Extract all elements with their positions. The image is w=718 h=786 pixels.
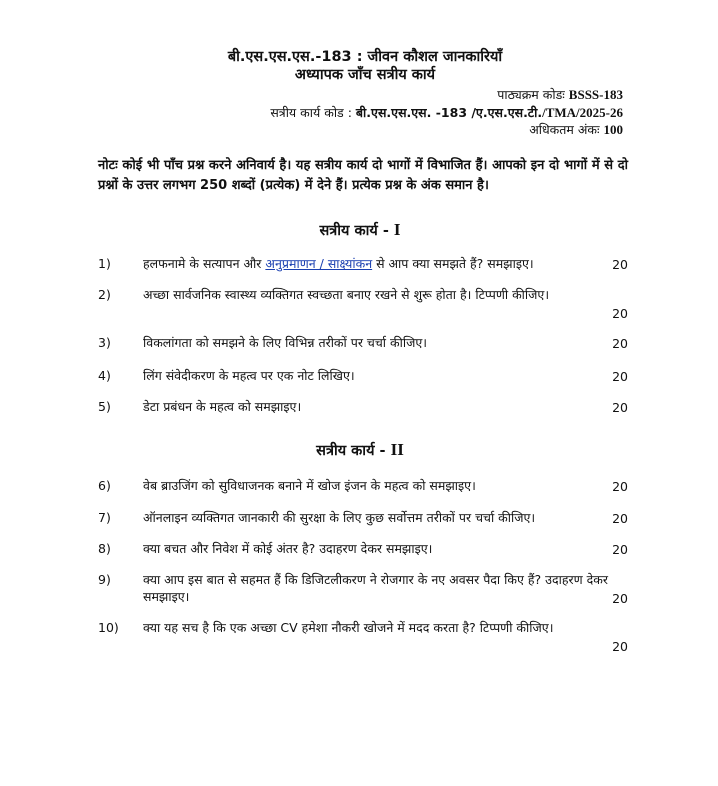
question-number: 9) bbox=[98, 572, 111, 587]
question-marks: 20 bbox=[612, 479, 628, 494]
question-number: 4) bbox=[98, 368, 111, 383]
question-number: 7) bbox=[98, 510, 111, 525]
course-code-line bbox=[497, 86, 623, 103]
assignment-code-value-hindi: बी.एस.एस.एस. -183 /ए.एस.एस.टी. bbox=[355, 105, 543, 120]
question-marks: 20 bbox=[612, 511, 628, 526]
question-text bbox=[143, 255, 608, 272]
question-marks: 20 bbox=[612, 336, 628, 351]
section-heading-1 bbox=[250, 220, 470, 240]
question-number: 3) bbox=[98, 335, 111, 350]
question-marks: 20 bbox=[612, 369, 628, 384]
question-marks: 20 bbox=[612, 591, 628, 606]
course-code-value: BSSS-183 bbox=[568, 87, 623, 102]
question-text-part: हलफनामे के सत्यापन और bbox=[143, 256, 266, 271]
section-label: सत्रीय कार्य - bbox=[319, 223, 389, 239]
question-text: क्या आप इस बात से सहमत हैं कि डिजिटलीकरण ने रोजगार के नए अवसर पैदा किए हैं? उदाहरण देकर समझाइए। bbox=[143, 572, 608, 604]
question-number: 2) bbox=[98, 287, 111, 302]
assignment-code-label: सत्रीय कार्य कोड : bbox=[270, 105, 352, 120]
question-text: विकलांगता को समझने के लिए विभिन्न तरीकों पर चर्चा कीजिए। bbox=[143, 335, 428, 350]
question-text: लिंग संवेदीकरण के महत्व पर एक नोट लिखिए। bbox=[143, 368, 355, 383]
section-roman: II bbox=[390, 440, 404, 459]
document-title: बी.एस.एस.एस.-183 : जीवन कौशल जानकारियाँ bbox=[227, 49, 503, 65]
course-code-label: पाठ्यक्रम कोडः bbox=[497, 87, 565, 102]
question-text: क्या यह सच है कि एक अच्छा CV हमेशा नौकरी खोजने में मदद करता है? टिप्पणी कीजिए। bbox=[143, 620, 554, 635]
question-number: 10) bbox=[98, 620, 119, 635]
question-number: 5) bbox=[98, 399, 111, 414]
question-marks: 20 bbox=[612, 257, 628, 272]
question-text: वेब ब्राउजिंग को सुविधाजनक बनाने में खोज इंजन के महत्व को समझाइए। bbox=[143, 478, 476, 493]
question-link[interactable]: अनुप्रमाणन / साक्ष्यांकन bbox=[265, 256, 373, 271]
question-number: 8) bbox=[98, 541, 111, 556]
question-number: 6) bbox=[98, 478, 111, 493]
max-marks-value: 100 bbox=[603, 122, 623, 137]
document-subtitle: अध्यापक जाँच सत्रीय कार्य bbox=[294, 67, 436, 83]
max-marks-label: अधिकतम अंकः bbox=[529, 122, 600, 137]
max-marks-line bbox=[529, 121, 623, 138]
instructions-note: नोटः कोई भी पाँच प्रश्न करने अनिवार्य है। यह सत्रीय कार्य दो भागों में विभाजित हैं। आपको इन दो भागों में से दो प्रश्नों के उत्तर लगभग 250 शब्दों (प्रत्येक) में देने हैं। प्रत्येक प्रश्न के अंक समान है। bbox=[98, 158, 628, 193]
assignment-code-value-suffix: /TMA/2025-26 bbox=[542, 105, 623, 120]
question-text: ऑनलाइन व्यक्तिगत जानकारी की सुरक्षा के लिए कुछ सर्वोत्तम तरीकों पर चर्चा कीजिए। bbox=[143, 510, 536, 525]
question-marks: 20 bbox=[612, 306, 628, 321]
question-marks: 20 bbox=[612, 542, 628, 557]
question-text: अच्छा सार्वजनिक स्वास्थ्य व्यक्तिगत स्वच्छता बनाए रखने से शुरू होता है। टिप्पणी कीजिए। bbox=[143, 287, 550, 302]
question-text: क्या बचत और निवेश में कोई अंतर है? उदाहरण देकर समझाइए। bbox=[143, 541, 433, 556]
question-marks: 20 bbox=[612, 400, 628, 415]
question-text-part: से आप क्या समझते हैं? समझाइए। bbox=[372, 256, 534, 271]
section-heading-2 bbox=[250, 440, 470, 460]
question-number: 1) bbox=[98, 256, 111, 271]
assignment-code-line bbox=[270, 104, 623, 121]
section-label: सत्रीय कार्य - bbox=[316, 443, 386, 459]
question-marks: 20 bbox=[612, 639, 628, 654]
question-text: डेटा प्रबंधन के महत्व को समझाइए। bbox=[143, 399, 302, 414]
section-roman: I bbox=[393, 220, 401, 239]
